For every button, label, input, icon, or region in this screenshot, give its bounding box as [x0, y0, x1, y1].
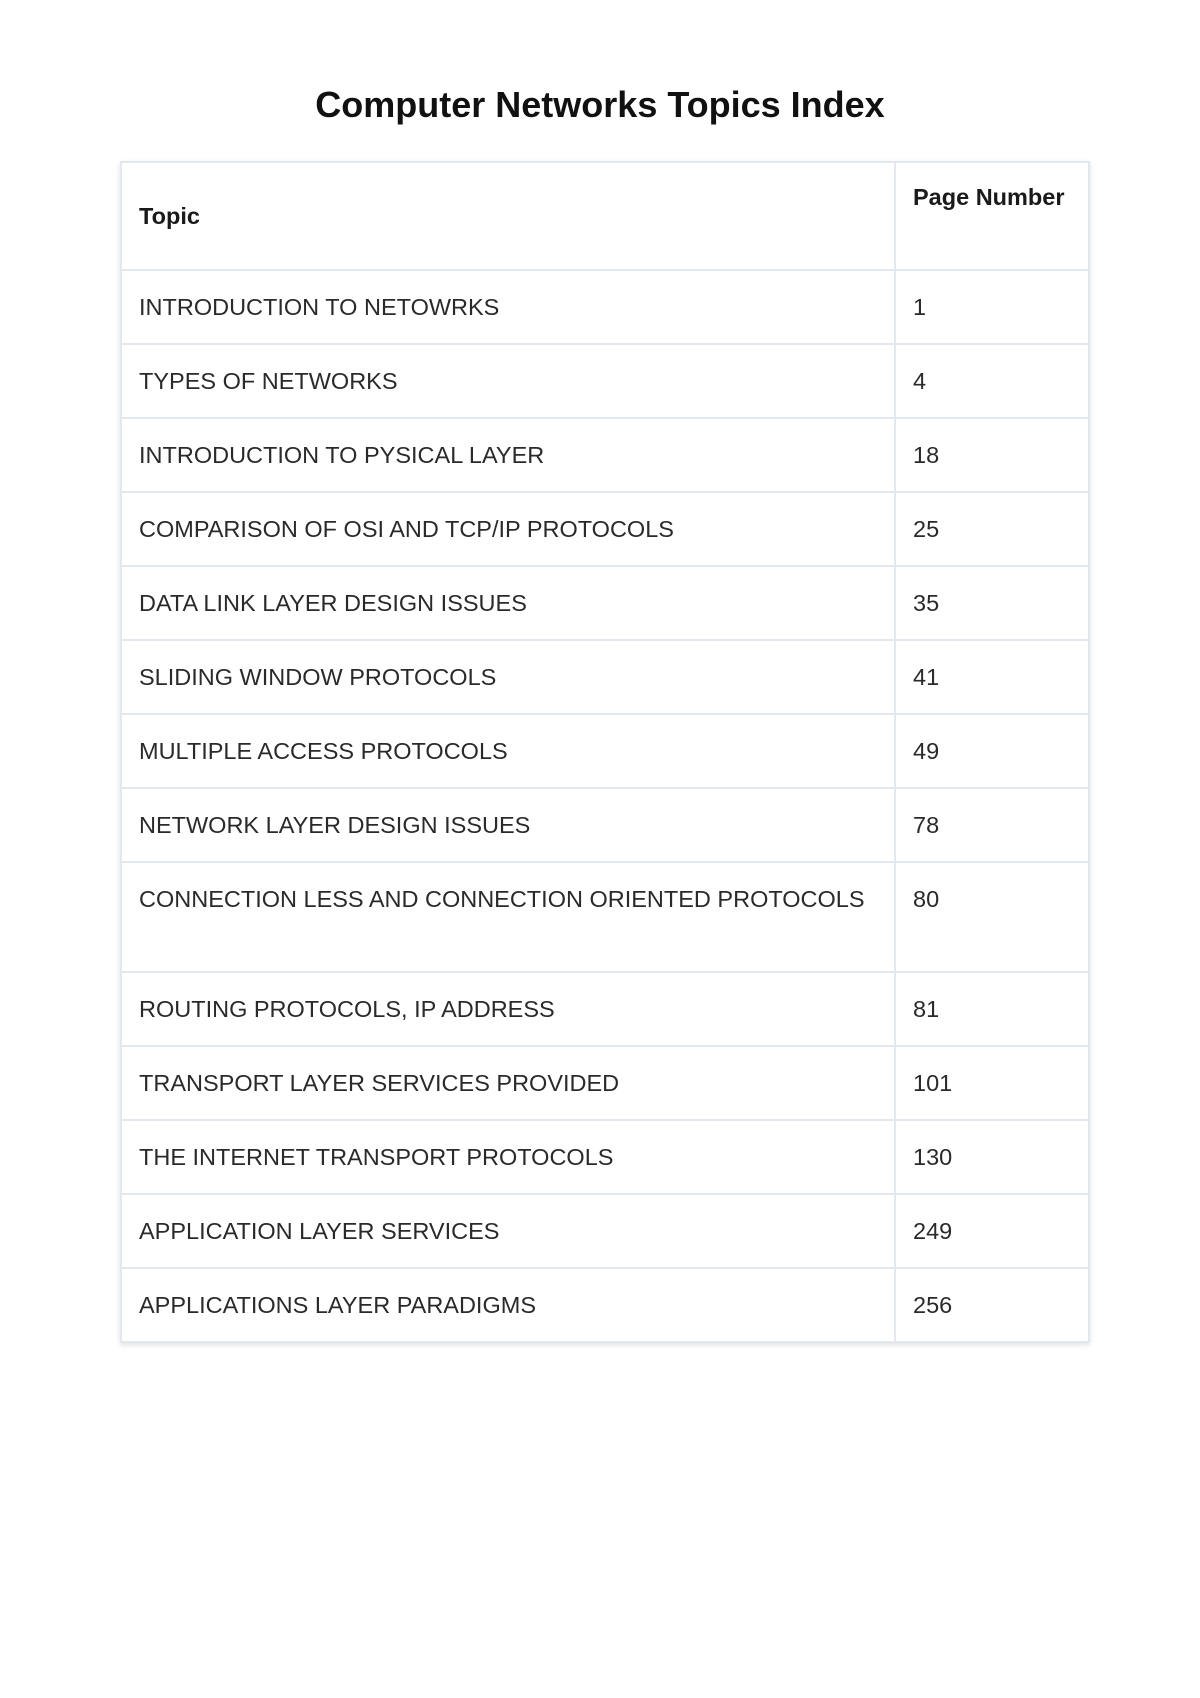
page-number-cell: 249: [895, 1194, 1089, 1268]
page-number-cell: 35: [895, 566, 1089, 640]
page-number-cell: 41: [895, 640, 1089, 714]
page-number-cell: 78: [895, 788, 1089, 862]
page-number-column-header: Page Number: [895, 162, 1089, 270]
topic-cell: MULTIPLE ACCESS PROTOCOLS: [121, 714, 895, 788]
topic-cell: APPLICATIONS LAYER PARADIGMS: [121, 1268, 895, 1342]
page-number-cell: 49: [895, 714, 1089, 788]
topic-cell: INTRODUCTION TO PYSICAL LAYER: [121, 418, 895, 492]
table-row: [121, 418, 1089, 492]
table-row: [121, 1268, 1089, 1342]
topic-cell: APPLICATION LAYER SERVICES: [121, 1194, 895, 1268]
page-number-cell: 25: [895, 492, 1089, 566]
page-number-cell: 4: [895, 344, 1089, 418]
topic-cell: TYPES OF NETWORKS: [121, 344, 895, 418]
table-row: [121, 862, 1089, 972]
table-row: [121, 270, 1089, 344]
topic-cell: TRANSPORT LAYER SERVICES PROVIDED: [121, 1046, 895, 1120]
page-number-cell: 101: [895, 1046, 1089, 1120]
table-row: [121, 1046, 1089, 1120]
table-row: [121, 1194, 1089, 1268]
table-row: [121, 714, 1089, 788]
topic-cell: SLIDING WINDOW PROTOCOLS: [121, 640, 895, 714]
topics-index-table: [120, 161, 1090, 1343]
page-number-cell: 81: [895, 972, 1089, 1046]
table-header-row: [121, 162, 1089, 270]
page-number-cell: 80: [895, 862, 1089, 972]
topic-column-header: Topic: [121, 162, 895, 270]
topic-cell: COMPARISON OF OSI AND TCP/IP PROTOCOLS: [121, 492, 895, 566]
topic-cell: CONNECTION LESS AND CONNECTION ORIENTED PROTOCOLS: [121, 862, 895, 972]
table-row: [121, 788, 1089, 862]
page-number-cell: 1: [895, 270, 1089, 344]
table-row: [121, 492, 1089, 566]
topic-cell: INTRODUCTION TO NETOWRKS: [121, 270, 895, 344]
topic-cell: THE INTERNET TRANSPORT PROTOCOLS: [121, 1120, 895, 1194]
page-number-cell: 130: [895, 1120, 1089, 1194]
topic-cell: ROUTING PROTOCOLS, IP ADDRESS: [121, 972, 895, 1046]
page-number-cell: 256: [895, 1268, 1089, 1342]
page-title: Computer Networks Topics Index: [315, 84, 885, 125]
table-row: [121, 972, 1089, 1046]
topic-cell: DATA LINK LAYER DESIGN ISSUES: [121, 566, 895, 640]
table-row: [121, 640, 1089, 714]
topic-cell: NETWORK LAYER DESIGN ISSUES: [121, 788, 895, 862]
table-row: [121, 1120, 1089, 1194]
page-number-cell: 18: [895, 418, 1089, 492]
table-row: [121, 344, 1089, 418]
table-row: [121, 566, 1089, 640]
